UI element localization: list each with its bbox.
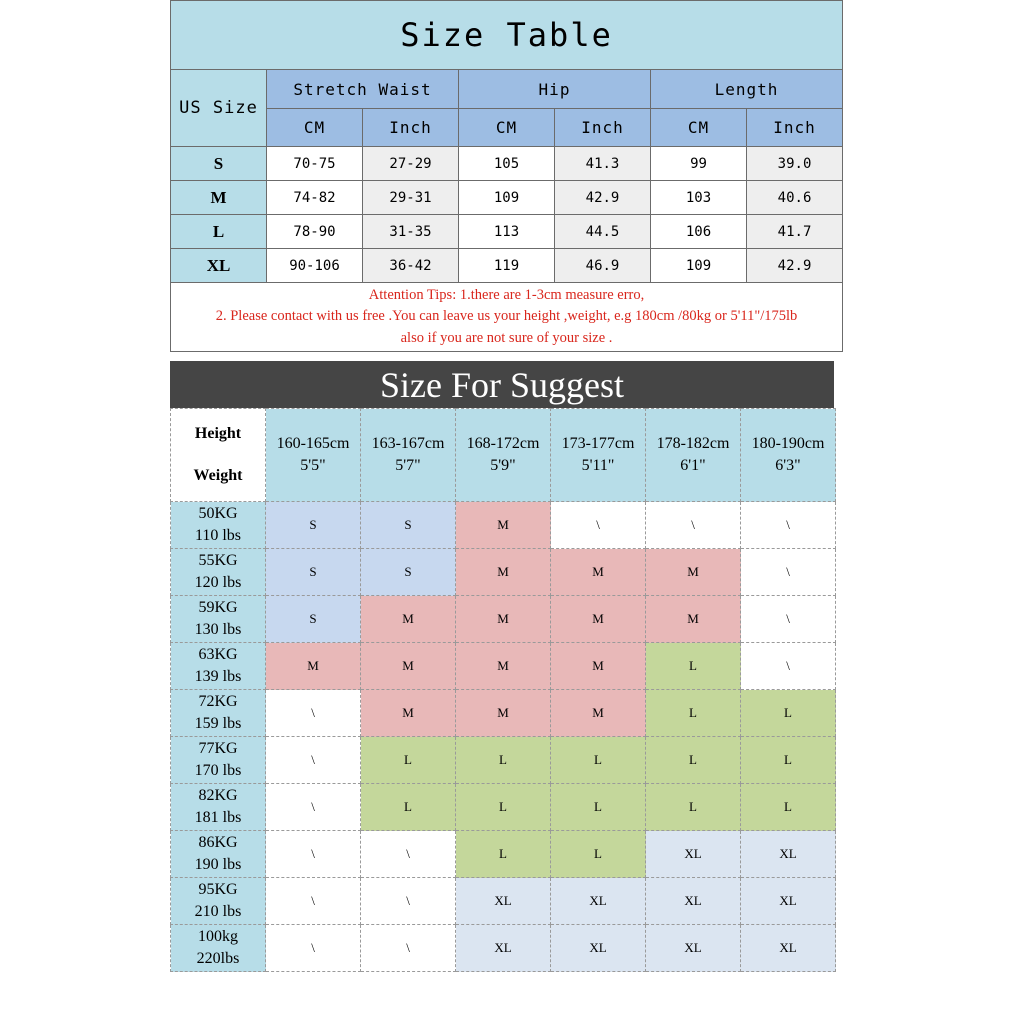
suggested-size: XL [646,831,741,878]
size-value: 106 [651,215,747,249]
size-value: 74-82 [267,181,363,215]
size-value: 78-90 [267,215,363,249]
size-value: 119 [459,249,555,283]
suggested-size: L [456,737,551,784]
height-cm: 168-172cm [466,435,540,452]
size-row-s [171,147,843,181]
weight-row [171,831,836,878]
weight-kg: 55KG [198,552,238,569]
suggested-size: L [551,831,646,878]
suggested-size: \ [266,690,361,737]
weight-lbs: 181 lbs [194,809,242,826]
us-size-header: US Size [171,70,267,147]
weight-kg: 82KG [198,787,238,804]
weight-kg: 100kg [198,928,238,945]
suggested-size: M [551,596,646,643]
suggested-size: M [361,596,456,643]
height-label: Height [194,425,242,442]
size-value: 90-106 [267,249,363,283]
height-column-header [551,409,646,502]
suggested-size: L [551,784,646,831]
size-value: 36-42 [363,249,459,283]
size-value: 44.5 [555,215,651,249]
suggested-size: S [266,596,361,643]
weight-row [171,878,836,925]
suggested-size: L [646,784,741,831]
weight-lbs: 130 lbs [194,621,242,638]
size-value: 109 [651,249,747,283]
weight-lbs: 139 lbs [194,668,242,685]
height-ft: 5'5" [300,457,326,474]
size-table-title: Size Table [171,1,843,70]
size-value: 46.9 [555,249,651,283]
weight-label-cell [171,737,266,784]
size-value: 42.9 [555,181,651,215]
height-cm: 173-177cm [561,435,635,452]
unit-header: Inch [555,109,651,147]
suggested-size: L [456,784,551,831]
suggested-size: M [361,690,456,737]
suggested-size: XL [551,878,646,925]
suggested-size: L [551,737,646,784]
weight-label-cell [171,878,266,925]
suggested-size: \ [551,502,646,549]
height-column-header [266,409,361,502]
suggested-size: M [646,596,741,643]
group-header-length: Length [651,70,843,109]
unit-header: CM [459,109,555,147]
weight-lbs: 190 lbs [194,856,242,873]
size-label: M [171,181,267,215]
suggested-size: M [456,596,551,643]
attention-tips [171,283,843,352]
size-value: 42.9 [747,249,843,283]
suggested-size: L [646,737,741,784]
size-value: 41.7 [747,215,843,249]
suggested-size: L [646,643,741,690]
size-value: 40.6 [747,181,843,215]
suggested-size: \ [266,925,361,972]
weight-kg: 50KG [198,505,238,522]
height-cm: 160-165cm [276,435,350,452]
suggested-size: M [551,549,646,596]
unit-header: CM [651,109,747,147]
height-ft: 6'3" [775,457,801,474]
suggested-size: M [551,643,646,690]
size-label: L [171,215,267,249]
weight-kg: 77KG [198,740,238,757]
weight-label-cell [171,549,266,596]
suggested-size: L [456,831,551,878]
weight-lbs: 210 lbs [194,903,242,920]
suggested-size: XL [741,831,836,878]
suggested-size: L [361,784,456,831]
suggested-size: XL [741,878,836,925]
size-value: 105 [459,147,555,181]
height-ft: 6'1" [680,457,706,474]
size-row-l [171,215,843,249]
suggested-size: M [551,690,646,737]
size-value: 27-29 [363,147,459,181]
suggested-size: \ [361,878,456,925]
weight-kg: 86KG [198,834,238,851]
size-label: S [171,147,267,181]
suggested-size: \ [361,925,456,972]
tip-line: 2. Please contact with us free .You can leave us your height ,weight, e.g 180cm /80kg or 5'11"/175lb [215,308,798,325]
weight-row [171,925,836,972]
suggested-size: S [266,549,361,596]
suggested-size: \ [266,784,361,831]
size-value: 29-31 [363,181,459,215]
height-ft: 5'7" [395,457,421,474]
size-value: 99 [651,147,747,181]
weight-label-cell [171,643,266,690]
suggested-size: XL [646,878,741,925]
suggested-size: \ [646,502,741,549]
size-value: 41.3 [555,147,651,181]
weight-label-cell [171,596,266,643]
weight-lbs: 220lbs [196,950,240,967]
suggested-size: L [646,690,741,737]
height-ft: 5'9" [490,457,516,474]
weight-kg: 95KG [198,881,238,898]
suggested-size: \ [266,737,361,784]
weight-row [171,690,836,737]
weight-label-cell [171,502,266,549]
size-row-xl [171,249,843,283]
suggested-size: \ [741,643,836,690]
size-value: 103 [651,181,747,215]
suggested-size: \ [266,878,361,925]
suggested-size: M [361,643,456,690]
weight-label: Weight [193,467,243,484]
weight-row [171,643,836,690]
weight-label-cell [171,925,266,972]
weight-row [171,502,836,549]
suggested-size: M [646,549,741,596]
suggested-size: M [456,643,551,690]
weight-lbs: 110 lbs [194,527,242,544]
weight-lbs: 170 lbs [194,762,242,779]
size-row-m [171,181,843,215]
group-header-waist: Stretch Waist [267,70,459,109]
height-cm: 178-182cm [656,435,730,452]
suggested-size: XL [741,925,836,972]
suggested-size: M [456,690,551,737]
weight-lbs: 120 lbs [194,574,242,591]
suggested-size: L [741,690,836,737]
suggested-size: \ [741,549,836,596]
weight-row [171,596,836,643]
height-column-header [741,409,836,502]
suggested-size: XL [456,925,551,972]
tip-line: Attention Tips: 1.there are 1-3cm measure erro, [368,286,645,303]
group-header-hip: Hip [459,70,651,109]
suggested-size: \ [741,596,836,643]
size-value: 109 [459,181,555,215]
suggested-size: XL [551,925,646,972]
weight-row [171,549,836,596]
suggest-title: Size For Suggest [170,361,834,408]
weight-kg: 63KG [198,646,238,663]
suggested-size: XL [456,878,551,925]
height-column-header [646,409,741,502]
suggested-size: \ [361,831,456,878]
size-label: XL [171,249,267,283]
size-value: 31-35 [363,215,459,249]
weight-kg: 59KG [198,599,238,616]
unit-header: Inch [747,109,843,147]
unit-header: CM [267,109,363,147]
height-ft: 5'11" [581,457,615,474]
size-value: 113 [459,215,555,249]
suggested-size: L [741,737,836,784]
height-cm: 163-167cm [371,435,445,452]
suggested-size: L [741,784,836,831]
suggested-size: M [266,643,361,690]
suggest-table [170,408,836,972]
size-value: 39.0 [747,147,843,181]
weight-kg: 72KG [198,693,238,710]
suggested-size: M [456,502,551,549]
suggested-size: \ [266,831,361,878]
weight-label-cell [171,690,266,737]
height-weight-header [171,409,266,502]
weight-row [171,737,836,784]
suggested-size: \ [741,502,836,549]
height-column-header [456,409,551,502]
height-column-header [361,409,456,502]
height-cm: 180-190cm [751,435,825,452]
tip-line: also if you are not sure of your size . [400,329,613,346]
size-value: 70-75 [267,147,363,181]
suggested-size: S [361,549,456,596]
suggested-size: L [361,737,456,784]
suggested-size: S [361,502,456,549]
weight-label-cell [171,831,266,878]
weight-lbs: 159 lbs [194,715,242,732]
suggested-size: XL [646,925,741,972]
weight-label-cell [171,784,266,831]
size-table [170,0,843,352]
unit-header: Inch [363,109,459,147]
weight-row [171,784,836,831]
suggested-size: M [456,549,551,596]
suggested-size: S [266,502,361,549]
